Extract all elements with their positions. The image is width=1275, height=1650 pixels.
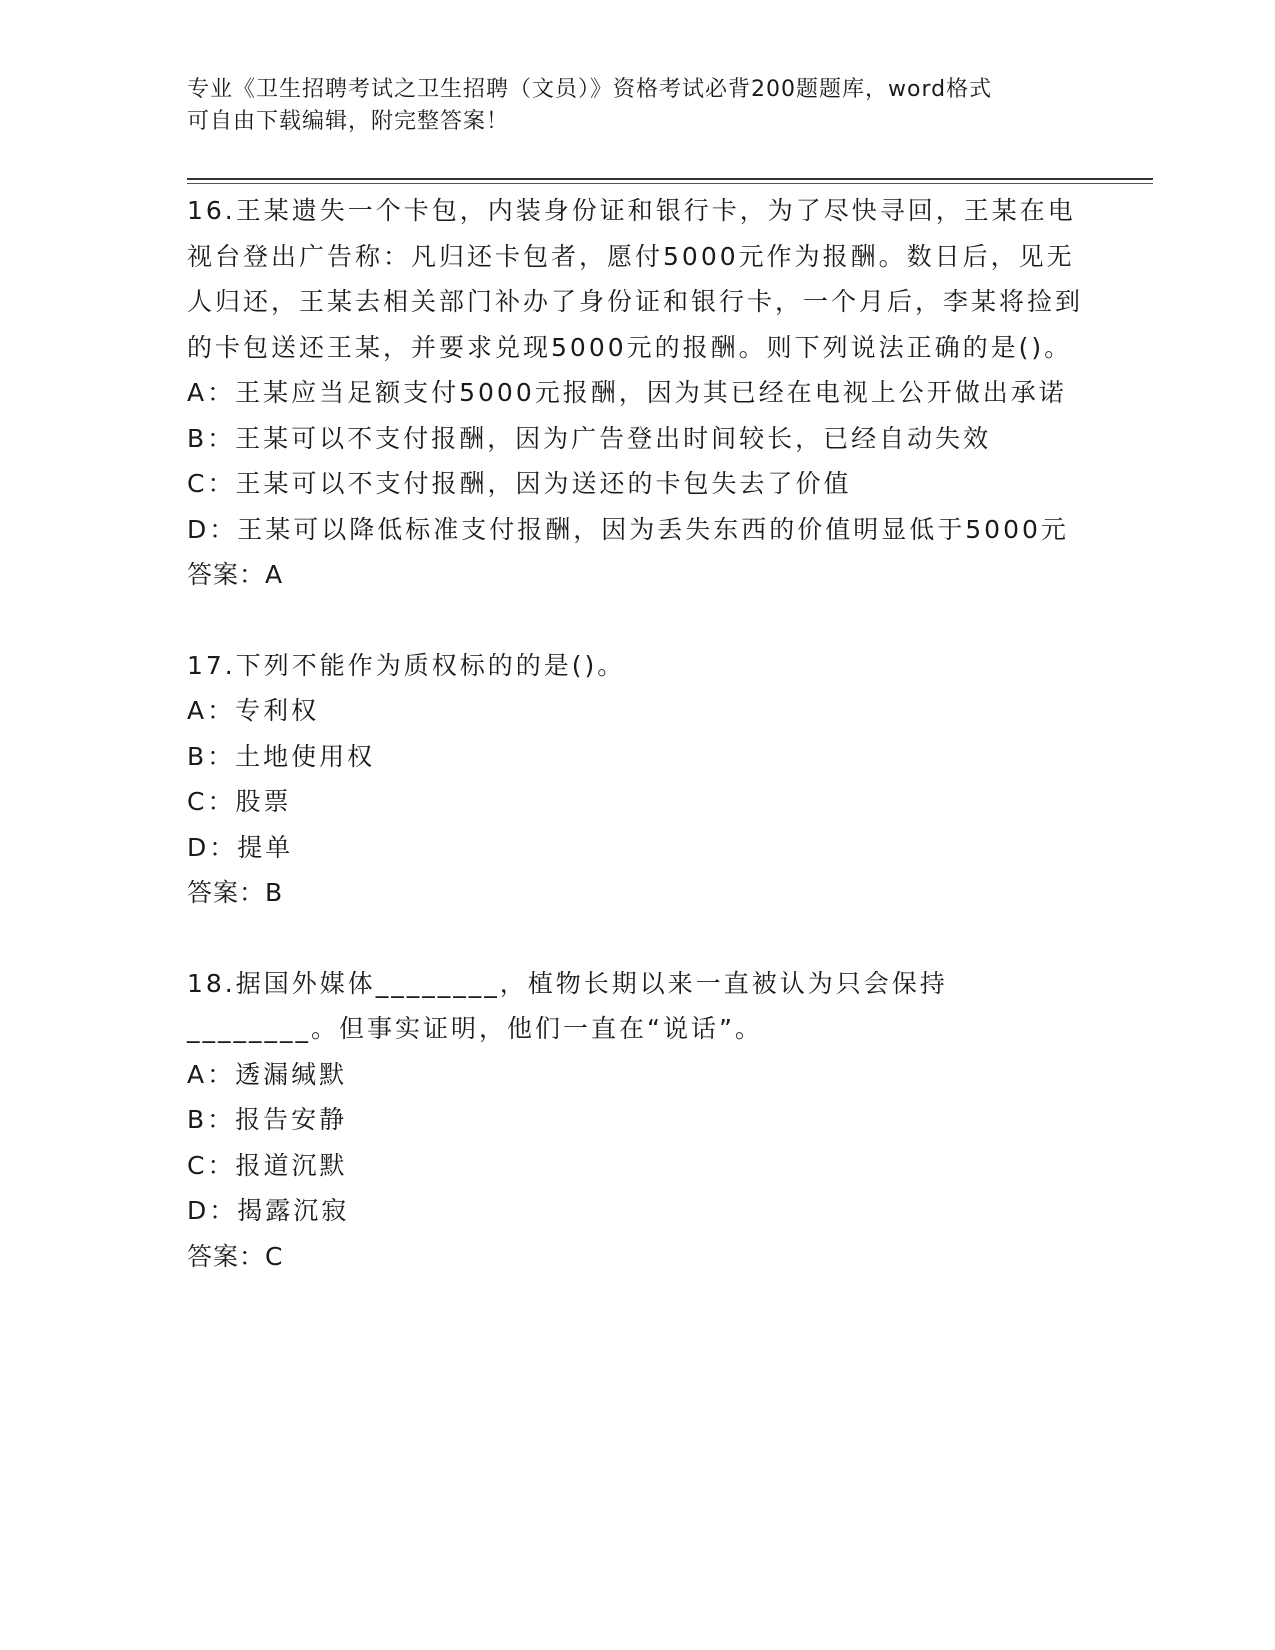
spacer — [187, 916, 1087, 961]
question-16 — [187, 188, 1087, 598]
option-b: B：报告安静 — [187, 1105, 348, 1134]
header-divider-thin — [187, 183, 1153, 184]
option-b: B：王某可以不支付报酬，因为广告登出时间较长，已经自动失效 — [187, 423, 992, 453]
header-divider-thick — [187, 178, 1153, 180]
question-17 — [187, 643, 1087, 916]
spacer — [187, 598, 1087, 643]
question-stem: 16.王某遗失一个卡包，内装身份证和银行卡，为了尽快寻回，王某在电视台登出广告称：凡归还卡包者，愿付5000元作为报酬。数日后，见无人归还，王某去相关部门补办了身份证和银行卡，一个月后，李某将捡到的卡包送还王某，并要求兑现5000元的报酬。则下列说法正确的是()。 — [187, 196, 1084, 362]
option-d: D：提单 — [187, 832, 294, 862]
answer: 答案：C — [187, 1241, 284, 1271]
option-c: C：王某可以不支付报酬，因为送还的卡包失去了价值 — [187, 469, 852, 498]
question-18 — [187, 961, 1087, 1280]
option-a: A：专利权 — [187, 696, 320, 725]
option-d: D：揭露沉寂 — [187, 1196, 350, 1225]
option-d: D：王某可以降低标准支付报酬，因为丢失东西的价值明显低于5000元 — [187, 514, 1069, 544]
question-stem: 18.据国外媒体________，植物长期以来一直被认为只会保持________。但事实证明，他们一直在“说话”。 — [187, 968, 948, 1043]
answer: 答案：A — [187, 560, 284, 589]
document-header — [187, 74, 1087, 138]
header-line-1: 专业《卫生招聘考试之卫生招聘（文员）》资格考试必背200题题库，word格式 — [187, 77, 993, 102]
question-stem: 17.下列不能作为质权标的的是()。 — [187, 650, 626, 680]
option-a: A：透漏缄默 — [187, 1059, 348, 1089]
option-b: B：土地使用权 — [187, 741, 376, 771]
header-line-2: 可自由下载编辑，附完整答案！ — [187, 109, 510, 134]
option-c: C：报道沉默 — [187, 1150, 348, 1180]
option-a: A：王某应当足额支付5000元报酬，因为其已经在电视上公开做出承诺 — [187, 378, 1067, 407]
option-c: C：股票 — [187, 787, 292, 816]
answer: 答案：B — [187, 878, 284, 907]
question-list — [187, 188, 1087, 1279]
